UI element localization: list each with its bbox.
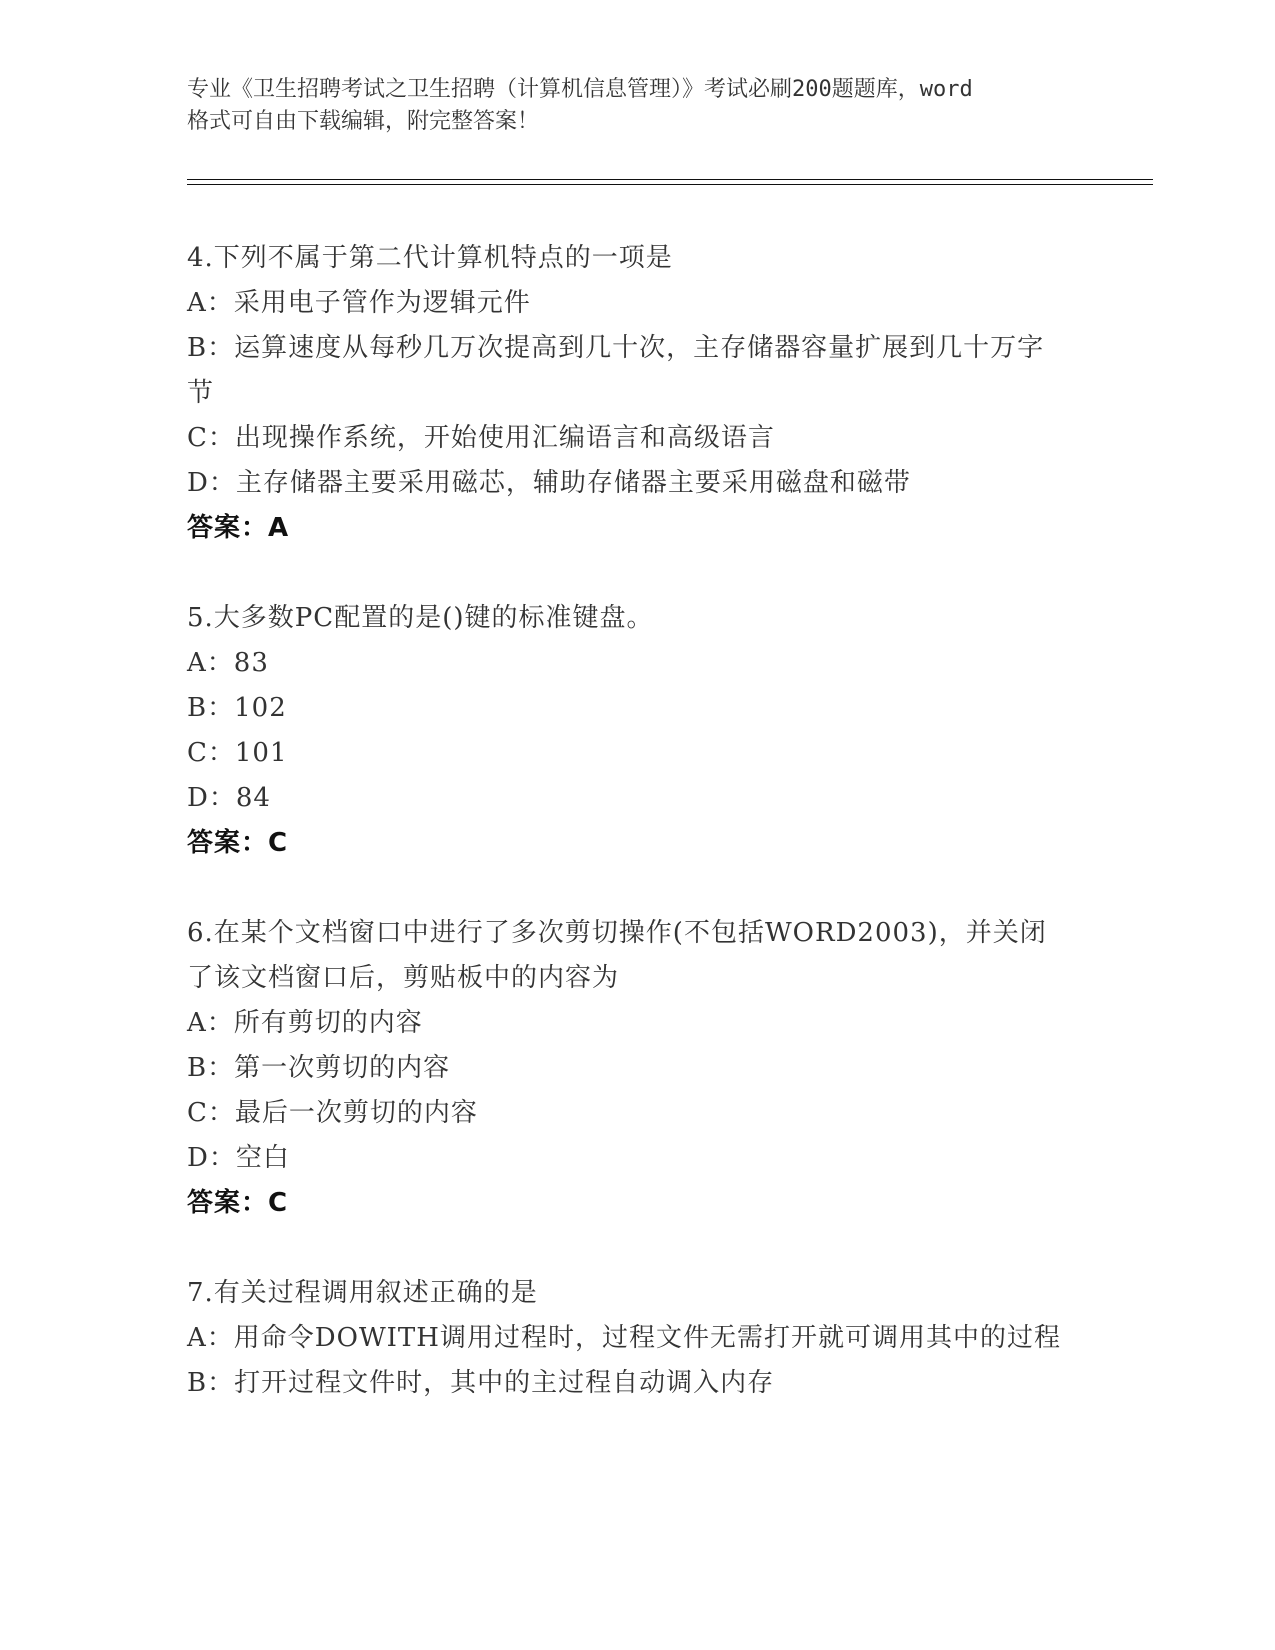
option-a: A：用命令DOWITH调用过程时，过程文件无需打开就可调用其中的过程 xyxy=(187,1323,1061,1353)
question-4 xyxy=(187,236,1067,551)
option-c: C：101 xyxy=(187,738,288,768)
option-d: D：84 xyxy=(187,783,271,813)
option-b: B：102 xyxy=(187,693,287,723)
document-header xyxy=(187,74,1087,138)
answer: 答案：A xyxy=(187,513,290,543)
option-a: A：83 xyxy=(187,648,269,678)
option-a: A：采用电子管作为逻辑元件 xyxy=(187,288,531,318)
question-7 xyxy=(187,1271,1067,1406)
header-divider-bottom xyxy=(187,184,1153,185)
question-list xyxy=(187,236,1067,1451)
answer: 答案：C xyxy=(187,828,289,858)
answer: 答案：C xyxy=(187,1188,289,1218)
question-stem: 6.在某个文档窗口中进行了多次剪切操作(不包括WORD2003)，并关闭了该文档窗口后，剪贴板中的内容为 xyxy=(187,918,1047,993)
option-d: D：主存储器主要采用磁芯，辅助存储器主要采用磁盘和磁带 xyxy=(187,468,911,498)
question-stem: 4.下列不属于第二代计算机特点的一项是 xyxy=(187,243,673,273)
option-b: B：运算速度从每秒几万次提高到几十次，主存储器容量扩展到几十万字节 xyxy=(187,333,1045,408)
option-b: B：第一次剪切的内容 xyxy=(187,1053,451,1083)
header-line-2: 格式可自由下载编辑，附完整答案！ xyxy=(187,109,540,134)
option-a: A：所有剪切的内容 xyxy=(187,1008,423,1038)
header-divider-top xyxy=(187,179,1153,180)
option-b: B：打开过程文件时，其中的主过程自动调入内存 xyxy=(187,1368,775,1398)
question-stem: 5.大多数PC配置的是()键的标准键盘。 xyxy=(187,603,654,633)
question-6 xyxy=(187,911,1067,1226)
question-5 xyxy=(187,596,1067,866)
option-c: C：出现操作系统，开始使用汇编语言和高级语言 xyxy=(187,423,775,453)
question-stem: 7.有关过程调用叙述正确的是 xyxy=(187,1278,538,1308)
option-c: C：最后一次剪切的内容 xyxy=(187,1098,478,1128)
header-line-1: 专业《卫生招聘考试之卫生招聘（计算机信息管理）》考试必刷200题题库，word xyxy=(187,77,973,102)
option-d: D：空白 xyxy=(187,1143,290,1173)
